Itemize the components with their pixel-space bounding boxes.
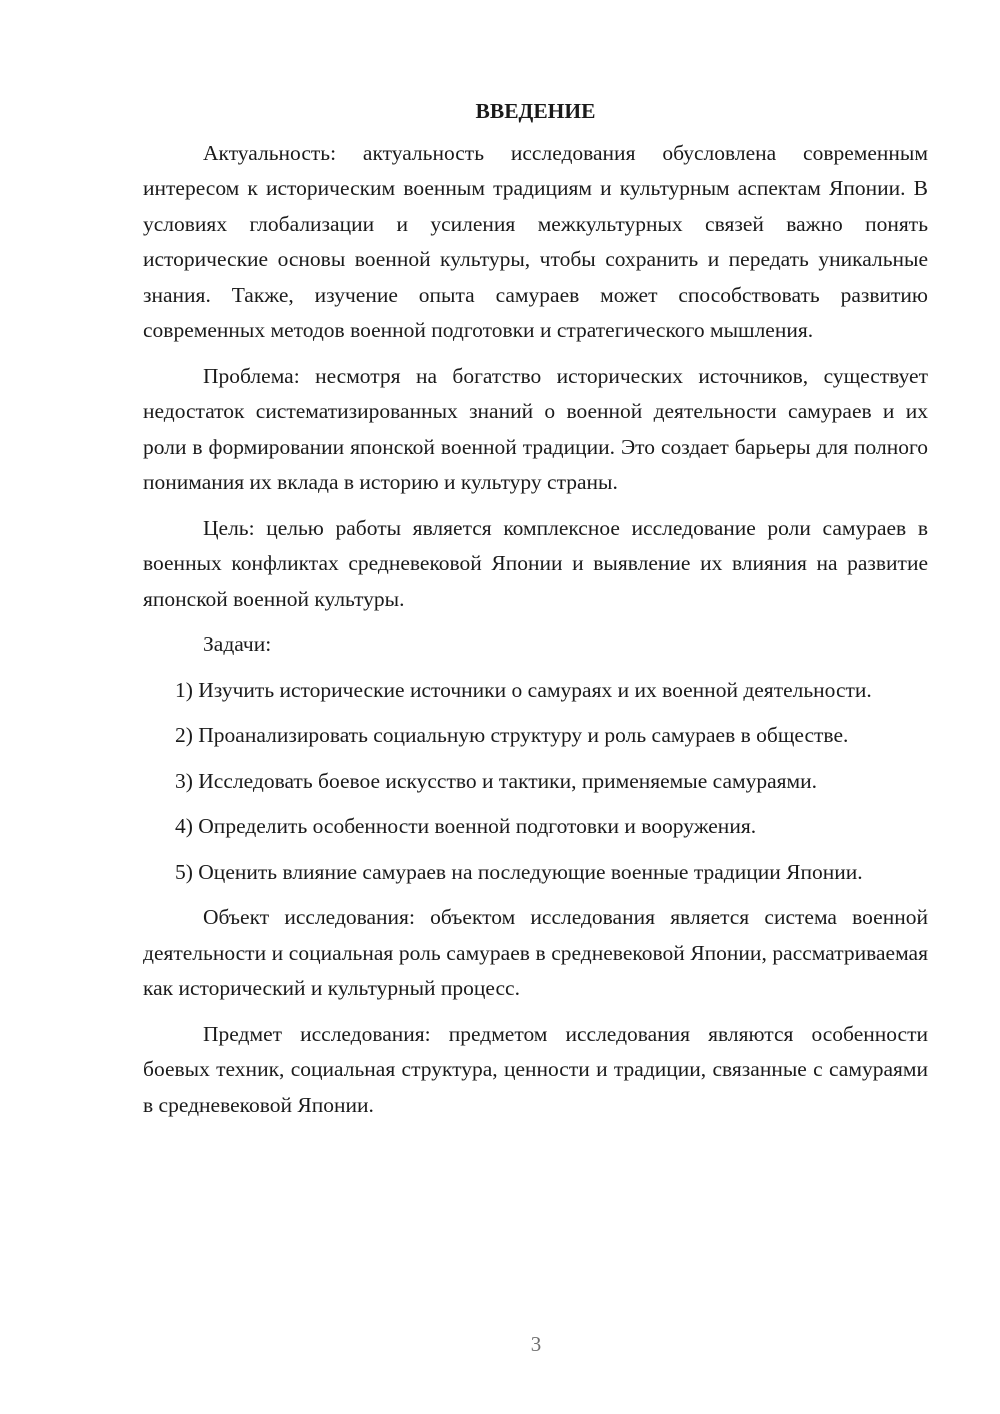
page-number: 3 xyxy=(530,1332,542,1356)
task-item-4: 4) Определить особенности военной подготовки и вооружения. xyxy=(175,814,757,838)
task-item-5: 5) Оценить влияние самураев на последующие военные традиции Японии. xyxy=(175,859,863,884)
subject-paragraph: Предмет исследования: предметом исследования являются особенности боевых техник, социальная структура, ценности и традиции, связанные с самураями в средневековой Японии. xyxy=(143,1021,928,1117)
task-item-1: 1) Изучить исторические источники о самураях и их военной деятельности. xyxy=(175,677,872,702)
object-paragraph: Объект исследования: объектом исследования является система военной деятельности и социальная роль самураев в средневековой Японии, рассматриваемая как исторический и культурный процесс. xyxy=(143,905,928,1000)
section-title: ВВЕДЕНИЕ xyxy=(475,99,596,123)
relevance-paragraph: Актуальность: актуальность исследования обусловлена современным интересом к историческим военным традициям и культурным аспектам Японии. В условиях глобализации и усиления межкультурных связей важно понять исторические основы военной культуры, чтобы сохранить и передать уникальные знания. Также, изучение опыта самураев может способствовать развитию современных методов военной подготовки и стратегического мышления. xyxy=(143,140,928,342)
tasks-label: Задачи: xyxy=(203,632,272,656)
problem-paragraph: Проблема: несмотря на богатство исторических источников, существует недостаток систематизированных знаний о военной деятельности самураев и их роли в формировании японской военной традиции. Это создает барьеры для полного понимания их вклада в историю и культуру страны. xyxy=(143,363,928,494)
task-item-3: 3) Исследовать боевое искусство и тактики, применяемые самураями. xyxy=(175,768,818,793)
page-content xyxy=(143,94,928,1133)
task-item-2: 2) Проанализировать социальную структуру и роль самураев в обществе. xyxy=(175,723,849,747)
goal-paragraph: Цель: целью работы является комплексное исследование роли самураев в военных конфликтах средневековой Японии и выявление их влияния на развитие японской военной культуры. xyxy=(143,515,928,611)
